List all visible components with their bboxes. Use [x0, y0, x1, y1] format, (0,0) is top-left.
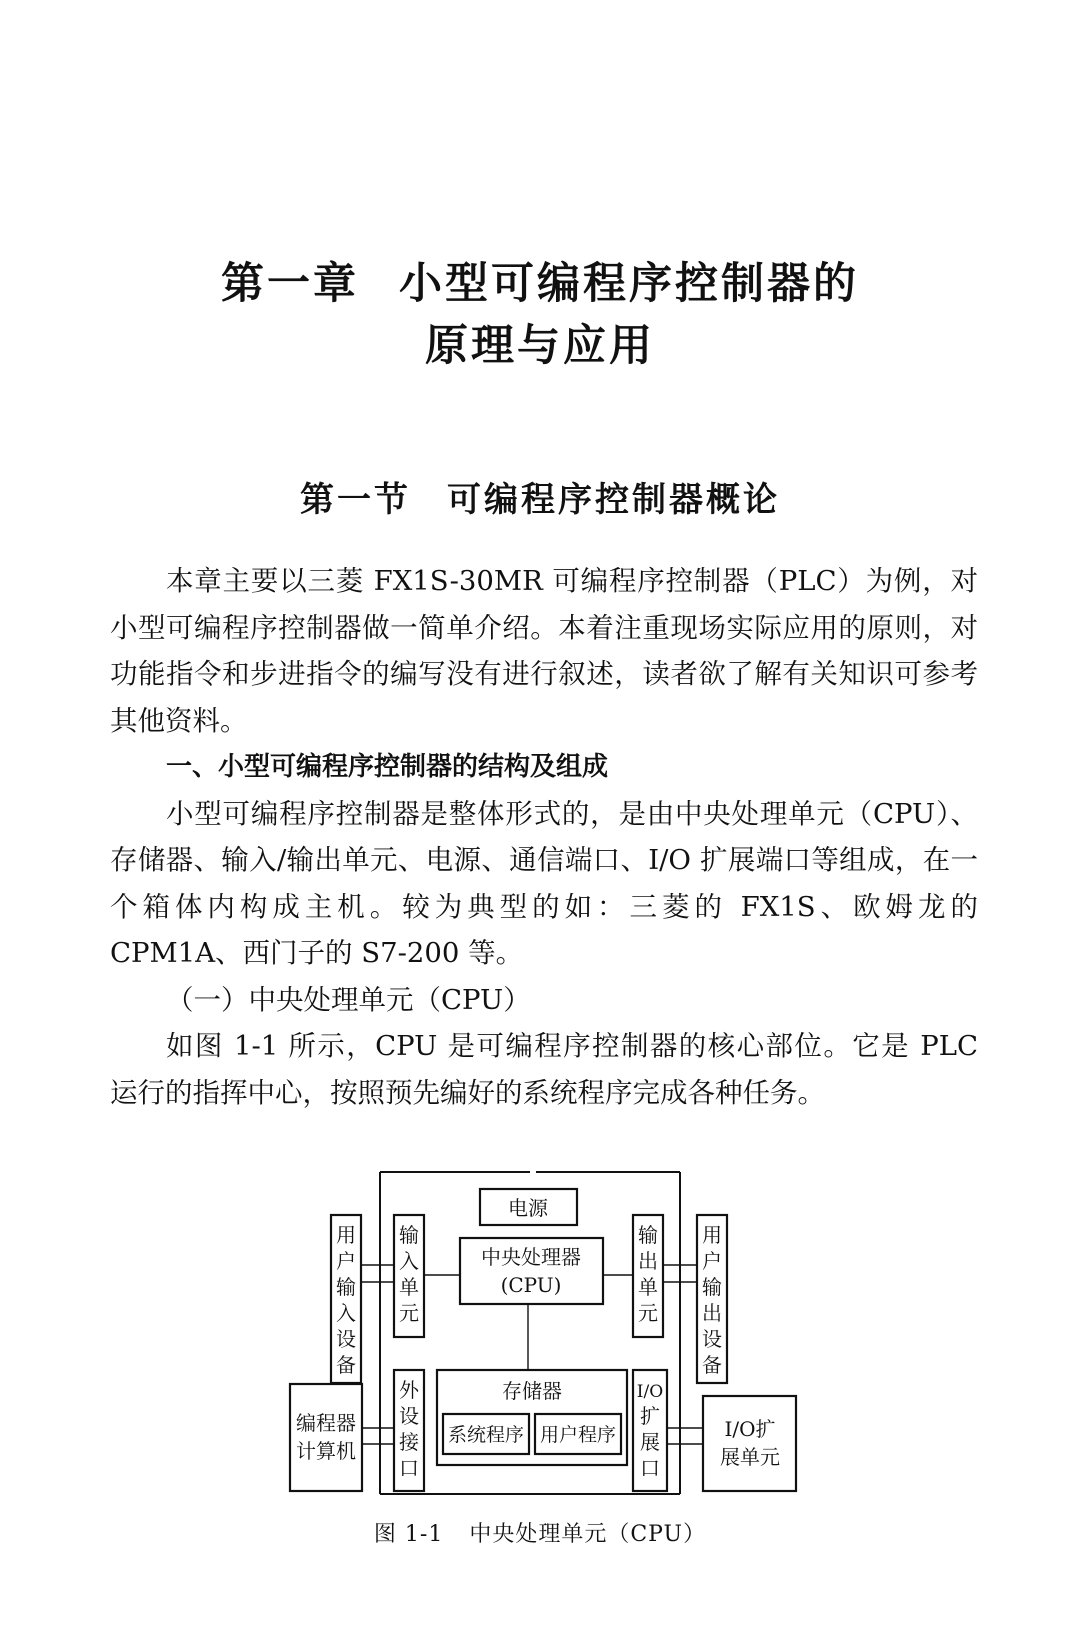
user-output-device-label [702, 1223, 722, 1377]
system-program-label: 系统程序 [447, 1424, 525, 1446]
cpu-label-line1: 中央处理器 [481, 1245, 581, 1269]
user-output-device-char: 输 [702, 1275, 722, 1299]
section-title-text: 可编程序控制器概论 [447, 480, 780, 520]
user-input-device-label [336, 1223, 356, 1377]
io-expansion-port-char: 展 [640, 1430, 660, 1454]
io-expansion-port-char: I/O [636, 1382, 664, 1402]
output-unit-char: 输 [638, 1223, 658, 1247]
io-expansion-unit-box [703, 1396, 796, 1491]
io-expansion-port-label [637, 1382, 663, 1480]
programmer-label: 编程器 [296, 1411, 356, 1435]
input-unit-char: 入 [399, 1249, 419, 1273]
figure-title: 中央处理单元（CPU） [469, 1522, 707, 1547]
chapter-title-line2: 原理与应用 [425, 321, 655, 371]
output-unit-char: 元 [638, 1301, 658, 1325]
peripheral-interface-char: 口 [399, 1456, 419, 1480]
peripheral-interface-char: 接 [399, 1430, 419, 1454]
user-output-device-char: 备 [702, 1353, 722, 1377]
paragraph-structure: 小型可编程序控制器是整体形式的，是由中央处理单元（CPU）、存储器、输入/输出单元、电源、通信端口、I/O 扩展端口等组成，在一个箱体内构成主机。较为典型的如：三菱的 FX1S、欧姆龙的 CPM1A、西门子的 S7-200 等。 [110, 797, 978, 969]
user-input-device-char: 户 [336, 1249, 356, 1273]
section-number: 第一节 [300, 480, 411, 520]
peripheral-interface-label [399, 1378, 420, 1480]
programmer-computer-box [290, 1384, 362, 1491]
user-output-device-char: 设 [702, 1327, 722, 1351]
memory-label: 存储器 [502, 1379, 562, 1403]
chapter-number: 第一章 [221, 259, 359, 309]
paragraph-intro: 本章主要以三菱 FX1S-30MR 可编程序控制器（PLC）为例，对小型可编程序控制器做一简单介绍。本着注重现场实际应用的原则，对功能指令和步进指令的编写没有进行叙述，读者欲了解有关知识可参考其他资料。 [110, 565, 978, 737]
figure-caption [0, 1517, 1080, 1548]
user-input-device-char: 用 [336, 1223, 356, 1247]
io-expansion-unit-label-line1: I/O扩 [724, 1417, 776, 1441]
input-unit-label [399, 1223, 419, 1325]
figure-number: 图 1-1 [373, 1522, 444, 1547]
user-program-label: 用户程序 [539, 1424, 617, 1446]
io-expansion-port-char: 扩 [640, 1404, 660, 1428]
input-unit-char: 元 [399, 1301, 419, 1325]
output-unit-char: 单 [638, 1275, 658, 1299]
user-input-device-char: 设 [336, 1327, 356, 1351]
chapter-title-line1: 小型可编程序控制器的 [399, 259, 859, 309]
user-input-device-char: 入 [336, 1301, 356, 1325]
peripheral-interface-char: 设 [399, 1404, 419, 1428]
input-unit-char: 单 [399, 1275, 419, 1299]
heading-structure: 一、小型可编程序控制器的结构及组成 [166, 752, 609, 782]
input-unit-char: 输 [399, 1223, 419, 1247]
peripheral-interface-char: 外 [399, 1378, 419, 1402]
paragraph-cpu: 如图 1-1 所示，CPU 是可编程序控制器的核心部位。它是 PLC 运行的指挥中心，按照预先编好的系统程序完成各种任务。 [110, 1030, 978, 1109]
user-input-device-char: 备 [336, 1353, 356, 1377]
io-expansion-port-char: 口 [640, 1456, 660, 1480]
io-expansion-unit-label-line2: 展单元 [720, 1445, 780, 1469]
power-supply-label: 电源 [508, 1196, 548, 1220]
subheading-cpu: （一）中央处理单元（CPU） [166, 983, 531, 1016]
user-output-device-char: 出 [702, 1301, 722, 1325]
output-unit-char: 出 [638, 1249, 658, 1273]
computer-label: 计算机 [296, 1439, 356, 1463]
user-input-device-char: 输 [336, 1275, 356, 1299]
user-output-device-char: 用 [702, 1223, 722, 1247]
cpu-label-line2: (CPU) [500, 1273, 562, 1297]
output-unit-label [638, 1223, 658, 1325]
user-output-device-char: 户 [702, 1249, 722, 1273]
